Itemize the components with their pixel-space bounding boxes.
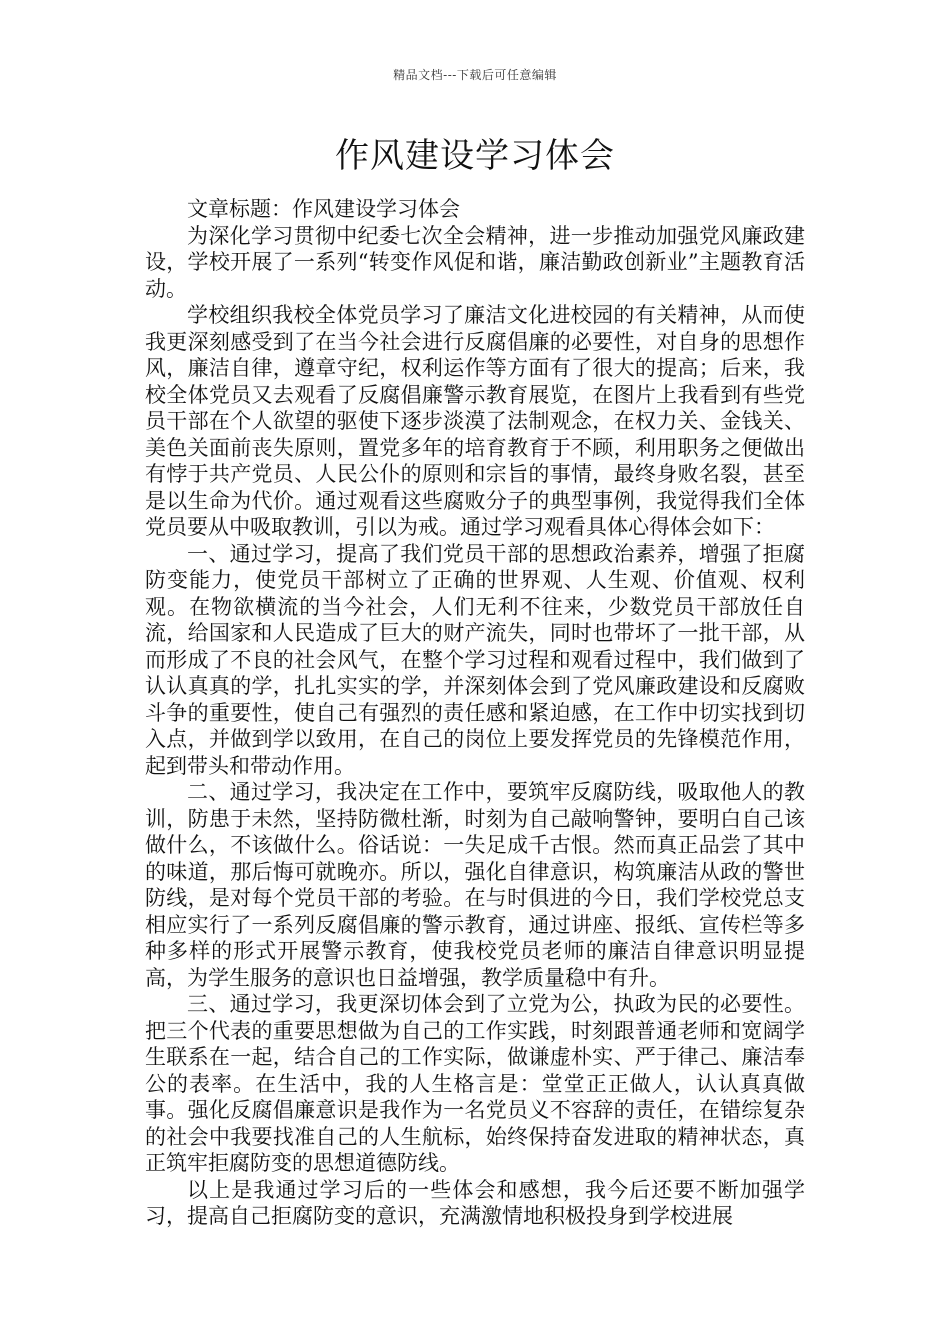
document-body [145, 196, 805, 1230]
body-paragraph: 二、通过学习，我决定在工作中，要筑牢反腐防线，吸取他人的教训，防患于未然，坚持防微杜渐，时刻为自己敲响警钟，要明白自己该做什么，不该做什么。俗话说：一失足成千古恨。然而真正品尝了其中的味道，那后悔可就晚亦。所以，强化自律意识，构筑廉洁从政的警世防线，是对每个党员干部的考验。在与时俱进的今日，我们学校党总支相应实行了一系列反腐倡廉的警示教育，通过讲座、报纸、宣传栏等多种多样的形式开展警示教育，使我校党员老师的廉洁自律意识明显提高，为学生服务的意识也日益增强，教学质量稳中有升。 [145, 780, 805, 990]
body-paragraph: 三、通过学习，我更深切体会到了立党为公，执政为民的必要性。把三个代表的重要思想做为自己的工作实践，时刻跟普通老师和宽阔学生联系在一起，结合自己的工作实际，做谦虚朴实、严于律己、廉洁奉公的表率。在生活中，我的人生格言是：堂堂正正做人，认认真真做事。强化反腐倡廉意识是我作为一名党员义不容辞的责任，在错综复杂的社会中我要找准自己的人生航标，始终保持奋发进取的精神状态，真正筑牢拒腐防变的思想道德防线。 [145, 992, 805, 1175]
body-paragraph: 一、通过学习，提高了我们党员干部的思想政治素养，增强了拒腐防变能力，使党员干部树立了正确的世界观、人生观、价值观、权利观。在物欲横流的当今社会，人们无利不往来，少数党员干部放任自流，给国家和人民造成了巨大的财产流失，同时也带坏了一批干部，从而形成了不良的社会风气，在整个学习过程和观看过程中，我们做到了认认真真的学，扎扎实实的学，并深刻体会到了党风廉政建设和反腐败斗争的重要性，使自己有强烈的责任感和紧迫感，在工作中切实找到切入点，并做到学以致用，在自己的岗位上要发挥党员的先锋模范作用，起到带头和带动作用。 [145, 541, 805, 778]
body-paragraph: 为深化学习贯彻中纪委七次全会精神，进一步推动加强党风廉政建设，学校开展了一系列“转变作风促和谐，廉洁勤政创新业”主题教育活动。 [145, 223, 805, 301]
article-title-line: 文章标题：作风建设学习体会 [187, 197, 460, 221]
document-title: 作风建设学习体会 [335, 136, 615, 176]
body-paragraph: 学校组织我校全体党员学习了廉洁文化进校园的有关精神，从而使我更深刻感受到了在当今社会进行反腐倡廉的必要性，对自身的思想作风，廉洁自律，遵章守纪，权利运作等方面有了很大的提高；后来，我校全体党员又去观看了反腐倡廉警示教育展览，在图片上我看到有些党员干部在个人欲望的驱使下逐步淡漠了法制观念，在权力关、金钱关、美色关面前丧失原则，置党多年的培育教育于不顾，利用职务之便做出有悖于共产党员、人民公仆的原则和宗旨的事情，最终身败名裂，甚至是以生命为代价。通过观看这些腐败分子的典型事例，我觉得我们全体党员要从中吸取教训，引以为戒。通过学习观看具体心得体会如下： [145, 303, 805, 539]
page-header-note: 精品文档---下载后可任意编辑 [393, 68, 557, 82]
body-paragraph: 以上是我通过学习后的一些体会和感想，我今后还要不断加强学习，提高自己拒腐防变的意识，充满激情地积极投身到学校进展 [145, 1177, 805, 1228]
